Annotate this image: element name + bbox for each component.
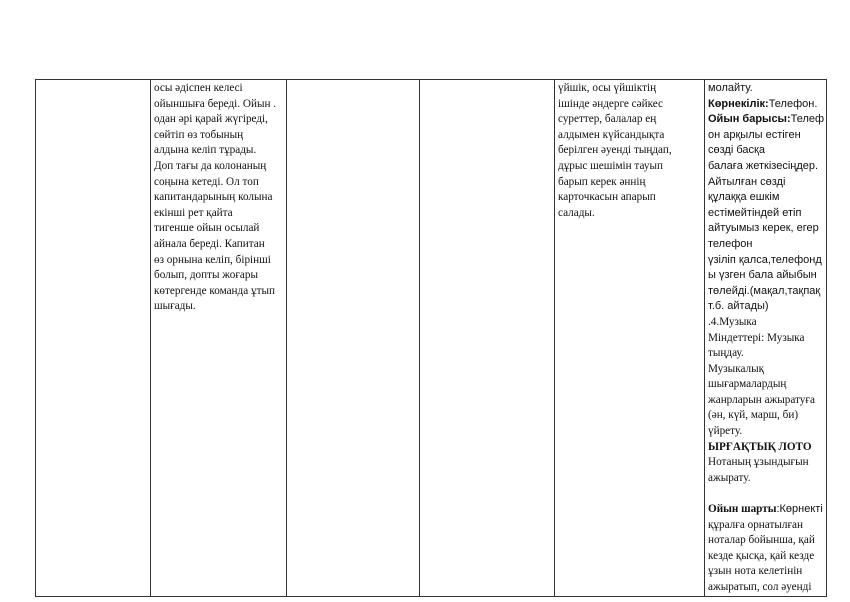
line-text: Телефон. [768,97,818,110]
lesson-plan-table [35,79,827,597]
bold-label: Ойын барысы: [708,113,791,126]
text-line [708,284,824,300]
text-line [708,408,824,424]
text-line [708,424,824,440]
line-text: Музыкалық [708,362,765,375]
line-text: .4.Музыка [708,315,757,328]
text-line: екінші рет қайта [154,206,233,219]
text-line [708,237,824,253]
text-line [708,143,824,159]
table-cell-activities [705,80,827,597]
text-line: ішінде әндерге сәйкес [558,97,663,110]
text-line: шығады. [154,300,196,313]
table-cell-game-description [151,80,287,597]
table-cell-empty-3 [287,80,420,597]
text-line: ойыншыға береді. Ойын . [154,97,277,110]
text-line [708,299,824,315]
text-line [708,471,824,487]
line-text: үйрету. [708,425,743,438]
text-line [708,533,824,549]
text-line [708,564,824,580]
text-line [708,81,824,97]
text-line: одан әрі қарай жүгіреді, [154,113,268,126]
line-text: молайту. [708,82,753,94]
text-line [708,97,824,113]
line-text: Нотаның ұзындығын [708,456,809,469]
line-text: Айтылған сөзді [708,175,786,188]
text-line [708,190,824,206]
line-text: құралға орнатылған [708,518,804,531]
line-text: жанрларын ажыратуға [708,393,815,406]
line-text: телефон [708,237,753,250]
line-text: Телеф [790,113,824,126]
music-game-text [555,80,704,221]
text-line [708,112,824,128]
table-cell-music-game [555,80,705,597]
text-line: тигенше ойын осылай [154,222,260,235]
text-line: салады. [558,206,595,219]
line-text: ұзын нота келетінін [708,565,803,578]
table-cell-empty-1 [36,80,151,597]
table-row [36,80,827,597]
text-line [708,486,824,502]
text-line [708,315,824,331]
text-line: осы әдіспен келесі [154,82,243,94]
text-line: берілген әуенді тыңдап, [558,144,672,157]
text-line [708,377,824,393]
line-text: тыңдау. [708,347,744,360]
text-line: айнала береді. Капитан [154,237,265,250]
text-line: суреттер, балалар ең [558,113,657,126]
activities-text [705,80,826,596]
text-line [708,346,824,362]
line-text: шығармалардың [708,378,787,391]
text-line [708,253,824,269]
text-line [708,455,824,471]
text-line [708,206,824,222]
text-line [708,440,824,456]
line-text: балаға жеткізесіңдер. [708,159,819,172]
text-line: соңына кетеді. Ол топ [154,175,259,188]
line-text: естімейтіндей етіп [708,206,802,219]
text-line [708,159,824,175]
line-text: төлейді.(мақал,тақпақ [708,284,821,297]
line-text: сөзді басқа [708,144,765,157]
text-line: сөйтіп өз тобының [154,128,244,141]
text-line: капитандарының колына [154,191,273,204]
line-text: үзіліп қалса,телефонд [708,253,822,266]
line-text: :Көрнекті [776,503,823,516]
line-text: ы үзген бала айыбын [708,269,817,282]
text-line [708,502,824,518]
line-text: он арқылы естіген [708,128,801,141]
line-text: (ән, күй, марш, би) [708,409,799,422]
text-line: Доп тағы да колонаның [154,159,267,172]
bold-label: Көрнекілік: [708,97,769,110]
text-line: барып керек әннің [558,175,646,188]
bold-label: Ойын шарты [708,503,777,516]
text-line [708,549,824,565]
text-line [708,221,824,237]
text-line: үйшік, осы үйшіктің [558,82,657,94]
text-line [708,331,824,347]
text-line: дұрыс шешімін тауып [558,159,663,172]
text-line: өз орнына келіп, бірінші [154,253,271,266]
table-cell-empty-4 [420,80,555,597]
line-text: құлаққа ешкім [708,191,780,204]
line-text: т.б. айтады) [708,300,769,313]
line-text: айтуымыз керек, егер [708,222,819,235]
text-line [708,580,824,596]
text-line: көтергенде команда ұтып [154,284,275,297]
text-line [708,518,824,534]
bold-label: ЫРҒАҚТЫҚ ЛОТО [708,440,812,453]
text-line [708,393,824,409]
line-text: Міндеттері: Музыка [708,331,805,344]
text-line: алдына келіп тұрады. [154,144,257,157]
text-line [708,175,824,191]
line-text: ноталар бойынша, қай [708,534,815,547]
line-text: кезде қысқа, қай кезде [708,549,815,562]
text-line: болып, допты жоғары [154,269,259,282]
game-description-text [151,80,286,315]
text-line: карточкасын апарып [558,191,656,204]
line-text: ажырату. [708,471,751,484]
text-line [708,128,824,144]
text-line [708,268,824,284]
text-line [708,362,824,378]
line-text: ажыратып, сол әуенді [708,581,812,593]
text-line: алдымен күйсандықта [558,128,665,141]
